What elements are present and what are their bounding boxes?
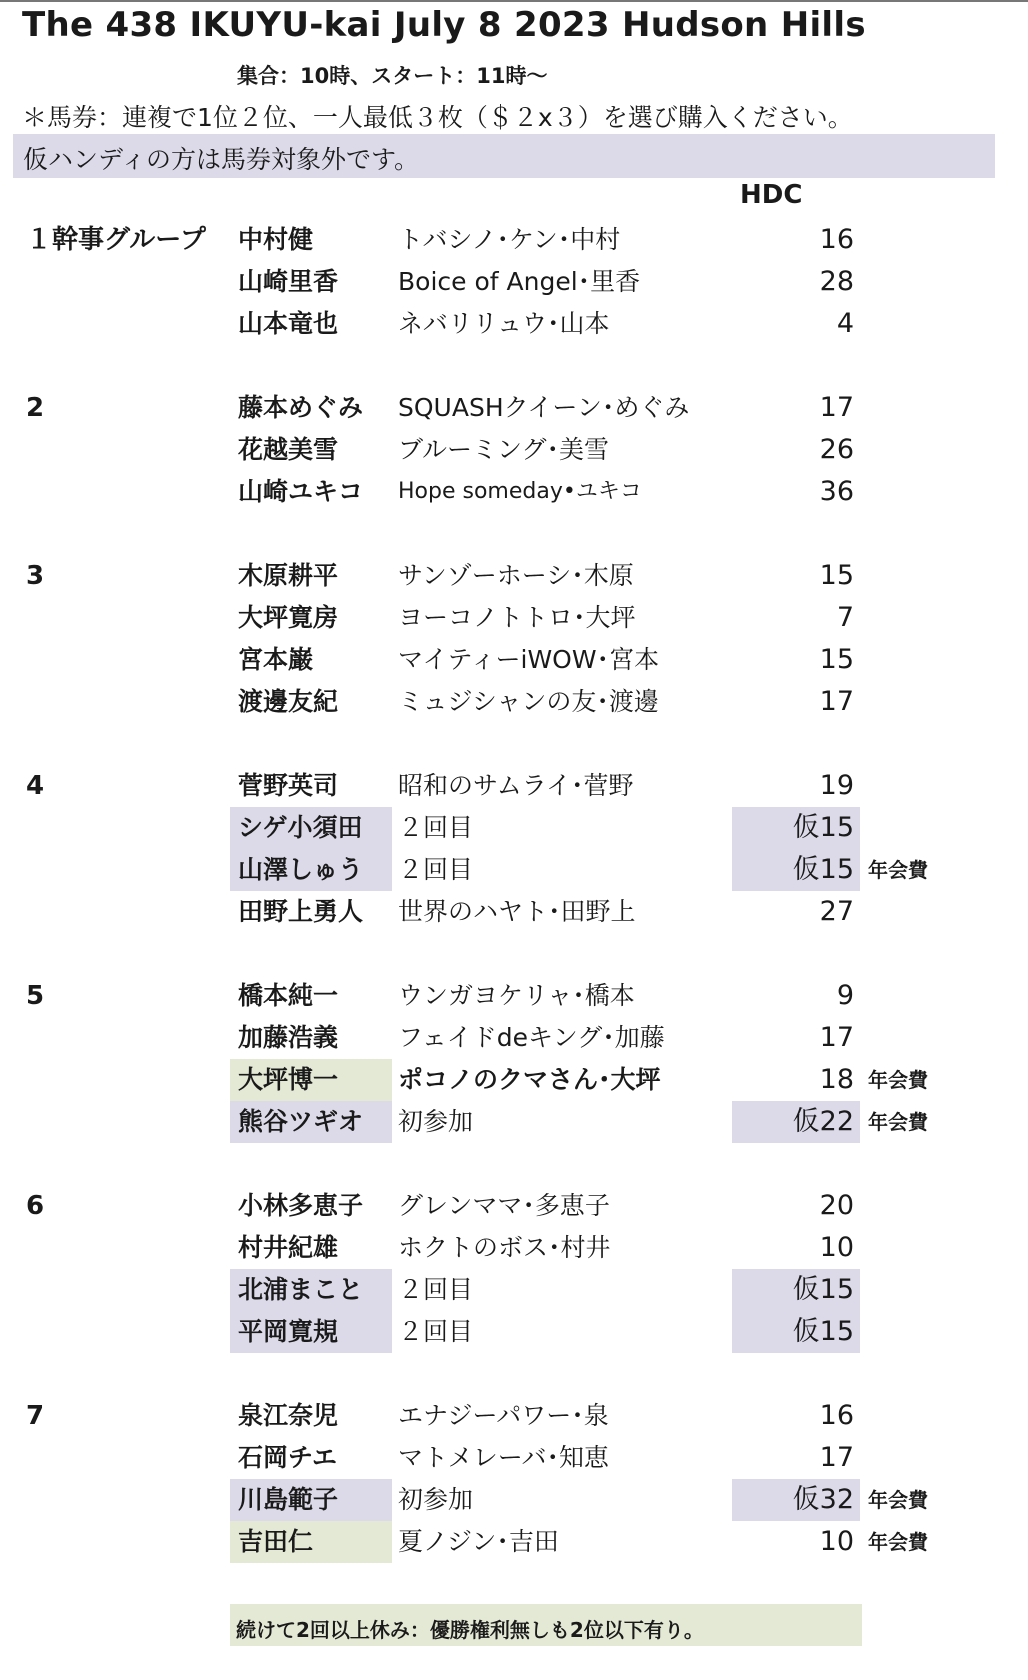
player-name: 中村健: [238, 225, 314, 254]
group-label: 5: [26, 981, 45, 1011]
player-row: [0, 1227, 1028, 1269]
player-name: 小林多恵子: [238, 1191, 364, 1220]
player-row: [0, 849, 1028, 891]
player-name: 木原耕平: [238, 561, 339, 590]
player-name: 大坪寛房: [238, 603, 339, 632]
horse-name: ネバリリュウ･山本: [398, 309, 610, 338]
handicap: 10: [819, 1232, 854, 1263]
player-name: 泉江奈児: [238, 1401, 339, 1430]
horse-name: ポコノのクマさん･大坪: [398, 1065, 661, 1094]
handicap: 26: [819, 434, 854, 465]
player-name: 石岡チエ: [238, 1443, 338, 1472]
player-row: [0, 807, 1028, 849]
player-name: 加藤浩義: [238, 1023, 339, 1052]
handicap: 仮22: [732, 1101, 860, 1143]
handicap: 15: [819, 644, 854, 675]
provisional-notice: 仮ハンディの方は馬券対象外です。: [23, 145, 420, 174]
horse-name: 世界のハヤト･田野上: [398, 897, 636, 926]
player-name: 熊谷ツギオ: [230, 1101, 392, 1143]
player-name: 山崎里香: [238, 267, 339, 296]
player-name: 大坪博一: [230, 1059, 392, 1101]
player-name: 花越美雪: [238, 435, 339, 464]
player-row: [0, 765, 1028, 807]
handicap: 17: [819, 686, 854, 717]
player-row: [0, 597, 1028, 639]
annual-fee-label: 年会費: [868, 858, 928, 882]
top-border-line: [0, 0, 1028, 2]
horse-name: SQUASHクイーン･めぐみ: [398, 393, 690, 422]
handicap: 仮15: [732, 849, 860, 891]
annual-fee-label: 年会費: [868, 1110, 928, 1134]
horse-name: 昭和のサムライ･菅野: [398, 771, 634, 800]
handicap: 18: [819, 1064, 854, 1095]
player-row: [0, 471, 1028, 513]
annual-fee-label: 年会費: [868, 1068, 928, 1092]
player-row: [0, 555, 1028, 597]
horse-name: グレンママ･多恵子: [398, 1191, 610, 1220]
horse-name: ホクトのボス･村井: [398, 1233, 611, 1262]
horse-name: ２回目: [398, 855, 474, 884]
player-row: [0, 429, 1028, 471]
horse-name: ヨーコノトトロ･大坪: [398, 603, 636, 632]
player-row: [0, 1059, 1028, 1101]
handicap: 仮32: [732, 1479, 860, 1521]
handicap: 36: [819, 476, 854, 507]
horse-name: Hope someday•ユキコ: [398, 479, 642, 504]
player-name: 川島範子: [230, 1479, 392, 1521]
horse-name: フェイドdeキング･加藤: [398, 1023, 665, 1052]
horse-name: 初参加: [398, 1107, 474, 1136]
horse-name: マトメレーバ･知恵: [398, 1443, 610, 1472]
horse-name: サンゾーホーシ･木原: [398, 561, 634, 590]
horse-name: ２回目: [398, 813, 474, 842]
player-row: [0, 1479, 1028, 1521]
group-label: 7: [26, 1401, 45, 1431]
betting-note: ＊馬券：連複で1位２位、一人最低３枚（＄２x３）を選び購入ください。: [22, 103, 853, 132]
meeting-time: 集合：10時、スタート：11時〜: [237, 64, 548, 88]
handicap: 16: [819, 1400, 854, 1431]
footer-note-band: [230, 1604, 862, 1646]
page-title: The 438 IKUYU-kai July 8 2023 Hudson Hills: [22, 5, 866, 45]
handicap: 20: [819, 1190, 854, 1221]
footer-note: 続けて2回以上休み：優勝権利無しも2位以下有り。: [236, 1618, 704, 1642]
handicap: 27: [819, 896, 854, 927]
player-row: [0, 1017, 1028, 1059]
player-name: 山澤しゅう: [230, 849, 392, 891]
horse-name: マイティーiWOW･宮本: [398, 645, 660, 674]
handicap: 仮15: [732, 807, 860, 849]
player-name: 藤本めぐみ: [238, 393, 364, 422]
handicap: 16: [819, 224, 854, 255]
handicap: 17: [819, 1022, 854, 1053]
handicap: 17: [819, 392, 854, 423]
provisional-notice-band: [13, 134, 995, 178]
player-row: [0, 261, 1028, 303]
player-row: [0, 387, 1028, 429]
player-name: 菅野英司: [238, 771, 339, 800]
handicap: 15: [819, 560, 854, 591]
group-label: １幹事グループ: [26, 225, 206, 255]
player-row: [0, 975, 1028, 1017]
player-name: シゲ小須田: [230, 807, 392, 849]
player-name: 渡邊友紀: [238, 687, 339, 716]
player-row: [0, 1437, 1028, 1479]
player-name: 宮本巌: [238, 645, 314, 674]
horse-name: 夏ノジン･吉田: [398, 1527, 559, 1556]
horse-name: 初参加: [398, 1485, 474, 1514]
player-name: 橋本純一: [238, 981, 339, 1010]
player-name: 村井紀雄: [238, 1233, 339, 1262]
handicap: 10: [819, 1526, 854, 1557]
horse-name: ミュジシャンの友･渡邊: [398, 687, 659, 716]
handicap: 仮15: [732, 1269, 860, 1311]
horse-name: ２回目: [398, 1317, 474, 1346]
player-name: 北浦まこと: [230, 1269, 392, 1311]
handicap: 7: [836, 602, 854, 633]
player-row: [0, 681, 1028, 723]
annual-fee-label: 年会費: [868, 1530, 928, 1554]
player-name: 山崎ユキコ: [238, 477, 364, 506]
player-row: [0, 219, 1028, 261]
handicap: 19: [819, 770, 854, 801]
player-row: [0, 1311, 1028, 1353]
player-row: [0, 1269, 1028, 1311]
player-name: 田野上勇人: [238, 897, 364, 926]
player-name: 吉田仁: [230, 1521, 392, 1563]
group-label: 4: [26, 771, 45, 801]
player-name: 山本竜也: [238, 309, 339, 338]
player-name: 平岡寛規: [230, 1311, 392, 1353]
player-row: [0, 303, 1028, 345]
handicap: 4: [836, 308, 854, 339]
player-row: [0, 1101, 1028, 1143]
player-row: [0, 639, 1028, 681]
group-label: 2: [26, 393, 45, 423]
group-label: 6: [26, 1191, 45, 1221]
player-row: [0, 1395, 1028, 1437]
horse-name: エナジーパワー･泉: [398, 1401, 609, 1430]
group-label: 3: [26, 561, 45, 591]
handicap: 28: [819, 266, 854, 297]
horse-name: トバシノ･ケン･中村: [398, 225, 621, 254]
player-row: [0, 1185, 1028, 1227]
horse-name: ブルーミング･美雪: [398, 435, 610, 464]
horse-name: ２回目: [398, 1275, 474, 1304]
player-row: [0, 891, 1028, 933]
hdc-column-header: HDC: [740, 180, 803, 210]
horse-name: Boice of Angel･里香: [398, 267, 641, 296]
horse-name: ウンガヨケリャ･橋本: [398, 981, 635, 1010]
handicap: 仮15: [732, 1311, 860, 1353]
player-row: [0, 1521, 1028, 1563]
handicap: 9: [836, 980, 854, 1011]
annual-fee-label: 年会費: [868, 1488, 928, 1512]
handicap: 17: [819, 1442, 854, 1473]
